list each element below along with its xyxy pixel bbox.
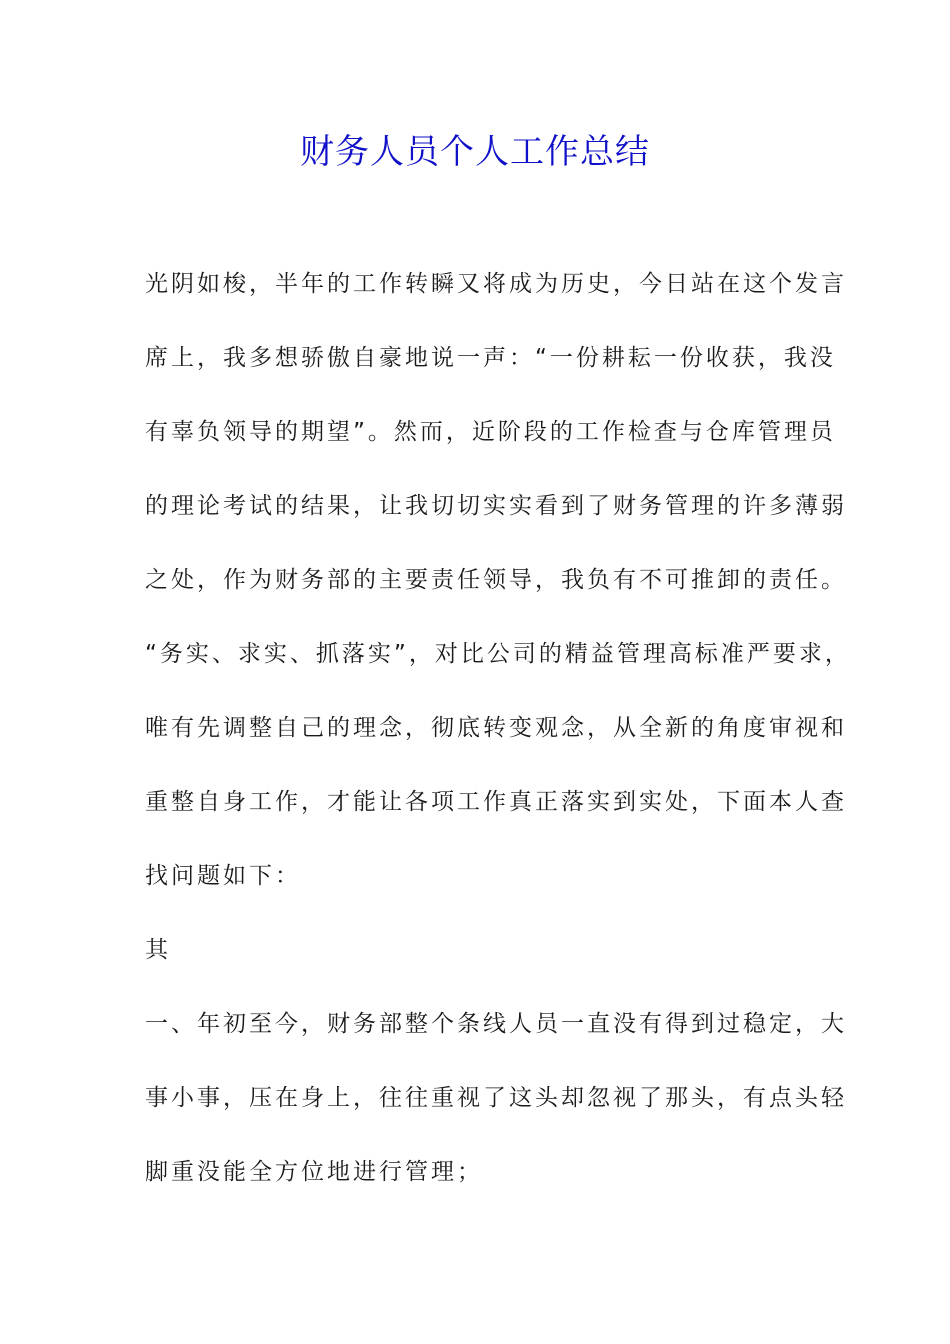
body-line-6: “务实、求实、抓落实”，对比公司的精益管理高标准严要求， [145,641,851,667]
body-line-7: 唯有先调整自己的理念，彻底转变观念，从全新的角度审视和 [145,715,847,741]
body-line-1: 光阴如梭，半年的工作转瞬又将成为历史，今日站在这个发言 [145,271,847,297]
body-line-10: 其 [145,937,171,963]
body-line-8: 重整自身工作，才能让各项工作真正落实到实处，下面本人查 [145,789,847,815]
body-line-3: 有辜负领导的期望”。然而，近阶段的工作检查与仓库管理员 [145,419,836,445]
body-line-5: 之处，作为财务部的主要责任领导，我负有不可推卸的责任。 [145,567,847,593]
body-line-11: 一、年初至今，财务部整个条线人员一直没有得到过稳定，大 [145,1011,847,1037]
body-line-9: 找问题如下： [145,863,301,889]
body-line-13: 脚重没能全方位地进行管理； [145,1159,483,1185]
body-line-2: 席上，我多想骄傲自豪地说一声：“一份耕耘一份收获，我没 [145,345,836,371]
body-line-12: 事小事，压在身上，往往重视了这头却忽视了那头，有点头轻 [145,1085,847,1111]
document-body [145,262,851,1224]
body-line-4: 的理论考试的结果，让我切切实实看到了财务管理的许多薄弱 [145,493,847,519]
document-title: 财务人员个人工作总结 [300,132,650,172]
